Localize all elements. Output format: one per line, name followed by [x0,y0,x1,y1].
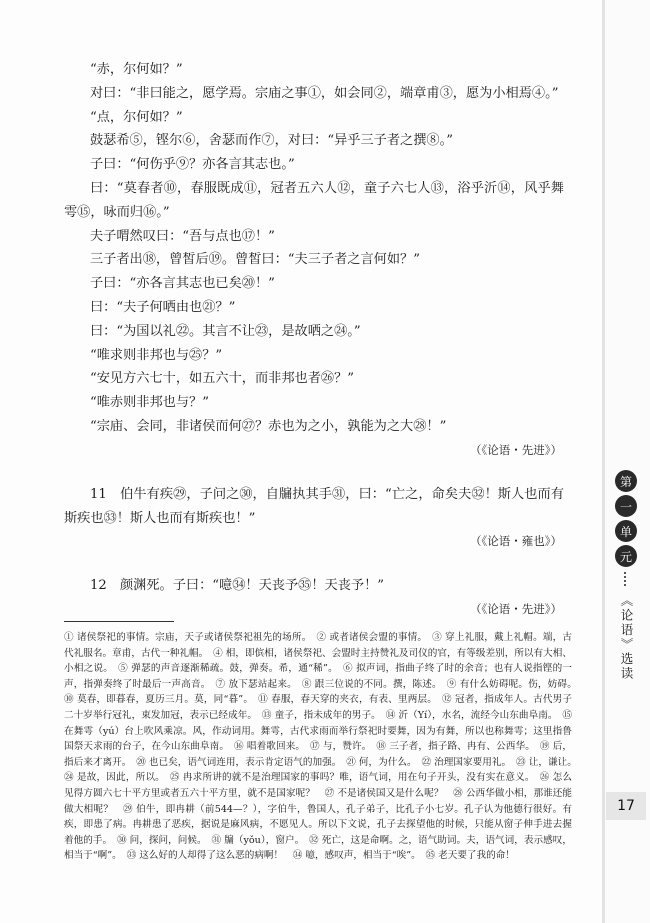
page-edge [602,0,605,923]
source-citation: （《论语・先进》） [470,442,562,457]
passage-line: 子曰：“何伤乎⑨？亦各言其志也。” [90,157,295,173]
passage-line: “安见方六七十，如五六十，而非邦也者㉖？” [90,371,355,387]
source-citation: （《论语・雍也》） [470,534,562,549]
book-title-vertical: 《论语》选读 [619,594,634,681]
passage-line: 三子者出⑱，曾皙后⑲。曾皙曰：“夫三子者之言何如？” [90,252,420,268]
passage-11: 11 伯牛有疾㉙，子问之㉚，自牖执其手㉛，曰：“亡之，命矣夫㉜！斯人也而有斯疾也㉝！斯人也而有斯疾也！” [64,486,564,526]
footnote-divider [64,621,174,622]
passage-line: 鼓瑟希⑤，铿尔⑥，舍瑟而作⑦，对曰：“异乎三子者之撰⑧。” [90,133,453,149]
passage-line: 对曰：“非曰能之，愿学焉。宗庙之事①，如会同②，端章甫③，愿为小相焉④。” [90,85,559,101]
passage-line: 曰：“为国以礼㉒。其言不让㉓，是故哂之㉔。” [90,323,361,339]
footnotes: ① 诸侯祭祀的事情。宗庙，天子或诸侯祭祀祖先的场所。 ② 或者诸侯会盟的事情。 ③ 穿上礼服，戴上礼帽。端，古代礼服名。章甫，古代一种礼帽。 ④ 相，即傧相，诸侯祭祀、会盟时主持赞礼及司仪的官，有等级差别，所以有大相、小相之说。 ⑤ 弹瑟的声音逐渐稀疏。鼓，弹奏。希，通“稀”。 ⑥ 拟声词，指曲子终了时的余音；也有人说指铿的一声，指弹奏终了时最后一声高音。 ⑦ 放下瑟站起来。 ⑧ 跟三位说的不同。撰，陈述。 ⑨ 有什么妨碍呢。伤，妨碍。 ⑩ 莫春，即暮春，夏历三月。莫，同“暮”。 ⑪ 春服，春天穿的夹衣，有表、里两层。 ⑫ 冠者，指成年人。古代男子二十岁举行冠礼，束发加冠，表示已经成年。 ⑬ 童子，指未成年的男子。 ⑭ 沂（Yí），水名，流经今山东曲阜南。 ⑮ 在舞雩（yú）台上吹风乘凉。风，作动词用。舞雩，古代求雨而举行祭祀时要舞，因为有舞，所以也称舞雩；这里指鲁国祭天求雨的台子，在今山东曲阜南。 ⑯ 唱着歌回来。 ⑰ 与，赞许。 ⑱ 三子者，指子路、冉有、公西华。 ⑲ 后，指后来才离开。 ⑳ 也已矣，语气词连用，表示肯定语气的加强。 ㉑ 何，为什么。 ㉒ 治理国家要用礼。 ㉓ 让，谦让。 ㉔ 是故，因此，所以。 ㉕ 冉求所讲的就不是治理国家的事吗？唯，语气词，用在句子开头，没有实在意义。 ㉖ 怎么见得方圆六七十平方里或者五六十平方里，就不是国家呢？ ㉗ 不是诸侯国又是什么呢？ ㉘ 公西华做小相，那谁还能做大相呢？ ㉙ 伯牛，即冉耕（前544—？），字伯牛，鲁国人，孔子弟子，比孔子小七岁。孔子认为他德行很好。有疾，即患了病。冉耕患了恶疾，据说是麻风病，不愿见人。所以下文说，孔子去探望他的时候，只能从窗子伸手进去握着他的手。 ㉚ 问，探问，问候。 ㉛ 牖（yǒu），窗户。 ㉜ 死亡，这是命啊。之，语气助词。夫，语气词，表示感叹，相当于“啊”。 ㉝ 这么好的人却得了这么恶的病啊！ ㉞ 噫，感叹声，相当于“唉”。 ㉟ 老天要了我的命！ [64,632,582,862]
dotted-divider [624,572,628,586]
main-text [64,58,564,620]
unit-char: 第 [615,470,637,492]
unit-marker [612,470,640,681]
passage-line: “点，尔何如？” [90,109,183,125]
passage-line: “唯赤则非邦也与？” [90,395,209,411]
passage-line: 曰：“夫子何哂由也㉑？” [90,299,236,315]
unit-char: 一 [615,495,637,517]
passage-line: 夫子喟然叹曰：“吾与点也⑰！” [90,228,275,244]
passage-12: 12 颜渊死。子曰：“噫㉞！天丧予㉟！天丧予！” [90,578,385,594]
unit-char: 单 [615,520,637,542]
source-citation: （《论语・先进》） [470,602,562,617]
passage-line: “宗庙、会同，非诸侯而何㉗？赤也为之小，孰能为之大㉘！” [90,418,447,434]
unit-char: 元 [615,545,637,567]
passage-line: “赤，尔何如？” [90,62,183,77]
passage-line: 曰：“莫春者⑩，春服既成⑪，冠者五六人⑫，童子六七人⑬，浴乎沂⑭，风乎舞雩⑮，咏而归⑯。” [64,180,564,220]
passage-line: 子曰：“亦各言其志也已矣⑳！” [90,276,275,292]
passage-line: “唯求则非邦也与㉕？” [90,347,223,363]
page-number: 17 [606,792,646,820]
page-sidebar [602,0,650,923]
